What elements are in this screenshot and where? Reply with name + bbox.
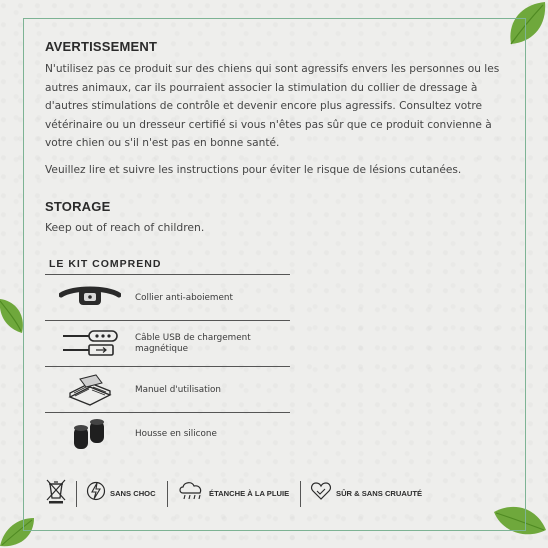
storage-text: Keep out of reach of children.	[45, 221, 205, 234]
storage-title: STORAGE	[45, 199, 111, 214]
silicone-cover-icon	[45, 412, 135, 456]
usb-cable-icon	[45, 322, 135, 366]
kit-item-label: Câble USB de chargement magnétique	[135, 333, 251, 354]
badge-cruelty-free	[310, 478, 422, 508]
kit-item-label: Manuel d'utilisation	[135, 384, 221, 395]
manual-icon	[45, 368, 135, 412]
kit-divider	[45, 320, 290, 321]
kit-item-collar	[45, 276, 290, 320]
collar-icon	[45, 276, 135, 320]
rain-cloud-icon	[177, 480, 205, 506]
kit-item-label: Collier anti-aboiement	[135, 292, 233, 303]
badge-rainproof	[177, 478, 289, 508]
kit-title: LE KIT COMPREND	[49, 258, 162, 270]
badge-divider	[76, 481, 77, 507]
skin-warning-paragraph: Veuillez lire et suivre les instructions pour éviter le risque de lésions cutanées.	[45, 163, 462, 176]
badge-divider	[300, 481, 301, 507]
warning-title: AVERTISSEMENT	[45, 39, 158, 54]
kit-item-usb-cable	[45, 322, 290, 366]
badge-label: SANS CHOC	[110, 488, 156, 498]
kit-item-label: Housse en silicone	[135, 428, 217, 439]
shockproof-icon	[86, 480, 106, 506]
badge-recycle	[45, 478, 71, 508]
kit-item-manual	[45, 368, 290, 412]
badge-label: SÛR & SANS CRUAUTÉ	[336, 488, 423, 498]
heart-hands-icon	[310, 481, 332, 505]
kit-item-silicone-cover	[45, 412, 290, 456]
badge-divider	[167, 481, 168, 507]
kit-divider	[45, 366, 290, 367]
recycle-bin-crossed-icon	[45, 478, 67, 508]
main-content	[45, 36, 507, 439]
badge-bar	[45, 478, 445, 508]
badge-shockproof	[86, 478, 156, 508]
warning-paragraph: N'utilisez pas ce produit sur des chiens qui sont agressifs envers les personnes ou les autres animaux, car ils pourraient associer la stimulation du collier de dressage à d'autres stimulations de contrôle et devenir encore plus agressifs. Consultez votre vétérinaire ou un dresseur certifié si vous n'êtes pas sûr que ce produit convienne à votre chien ou s'il n'est pas en bonne santé.	[45, 63, 500, 149]
badge-label: ÉTANCHE À LA PLUIE	[209, 488, 290, 498]
kit-divider	[45, 274, 290, 275]
